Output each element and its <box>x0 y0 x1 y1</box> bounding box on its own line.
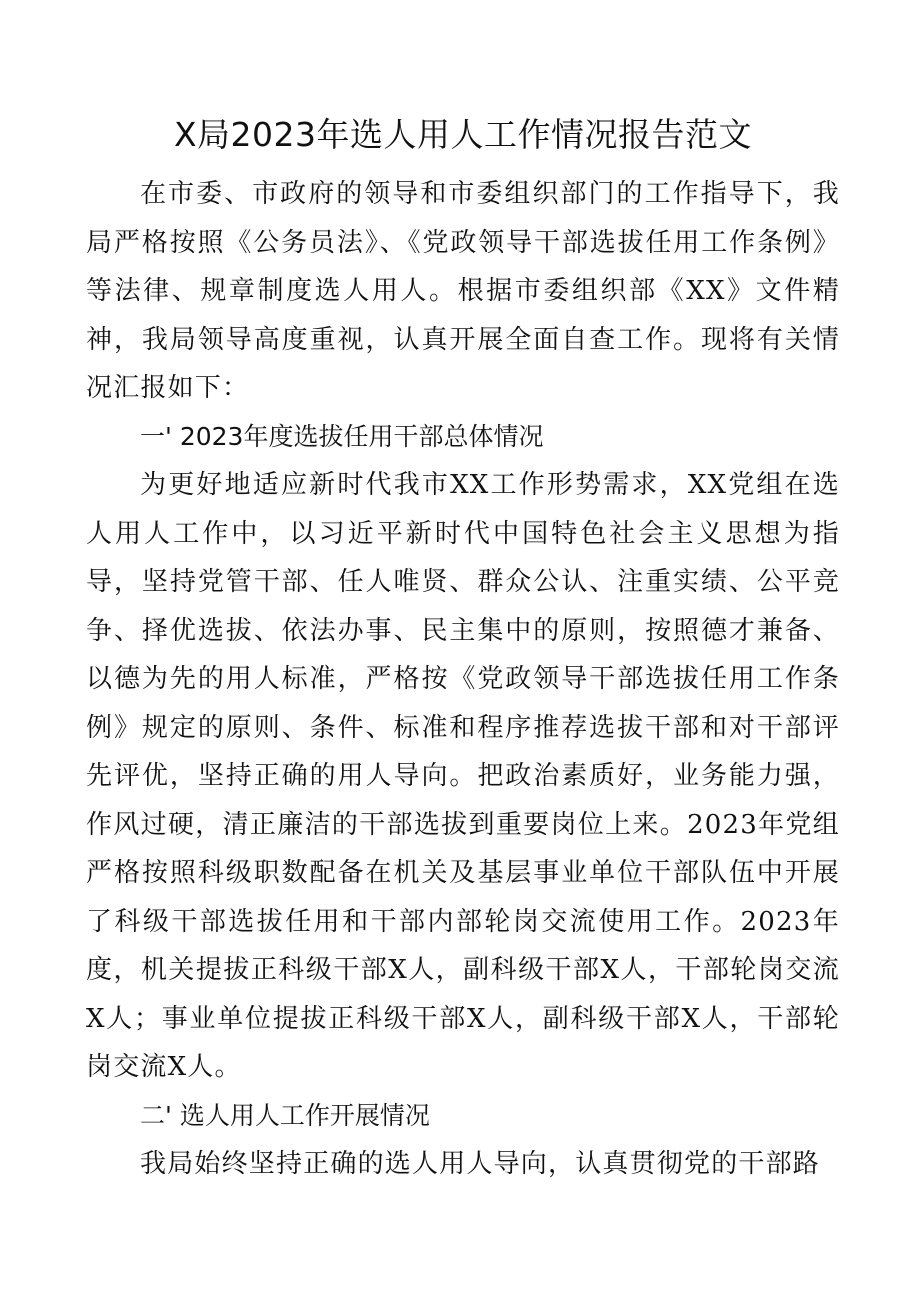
document-page <box>86 0 840 1189</box>
document-title: X局2023年选人用人工作情况报告范文 <box>173 115 753 154</box>
section-1-paragraph: 为更好地适应新时代我市XX工作形势需求，XX党组在选人用人工作中，以习近平新时代中国特色社会主义思想为指导，坚持党管干部、任人唯贤、群众公认、注重实绩、公平竞争、择优选拔、依法办事、民主集中的原则，按照德才兼备、以德为先的用人标准，严格按《党政领导干部选拔任用工作条例》规定的原则、条件、标准和程序推荐选拔干部和对干部评先评优，坚持正确的用人导向。把政治素质好，业务能力强，作风过硬，清正廉洁的干部选拔到重要岗位上来。2023年党组严格按照科级职数配备在机关及基层事业单位干部队伍中开展了科级干部选拔任用和干部内部轮岗交流使用工作。2023年度，机关提拔正科级干部X人，副科级干部X人，干部轮岗交流X人；事业单位提拔正科级干部X人，副科级干部X人，干部轮岗交流X人。 <box>86 470 840 1082</box>
section-1-heading: 一' 2023年度选拔任用干部总体情况 <box>140 421 544 451</box>
section-2-heading: 二' 选人用人工作开展情况 <box>140 1100 430 1130</box>
section-2-paragraph: 我局始终坚持正确的选人用人导向，认真贯彻党的干部路 <box>140 1149 821 1179</box>
intro-paragraph: 在市委、市政府的领导和市委组织部门的工作指导下，我局严格按照《公务员法》、《党政领导干部选拔任用工作条例》等法律、规章制度选人用人。根据市委组织部《XX》文件精神，我局领导高度重视，认真开展全面自查工作。现将有关情况汇报如下： <box>86 179 840 403</box>
